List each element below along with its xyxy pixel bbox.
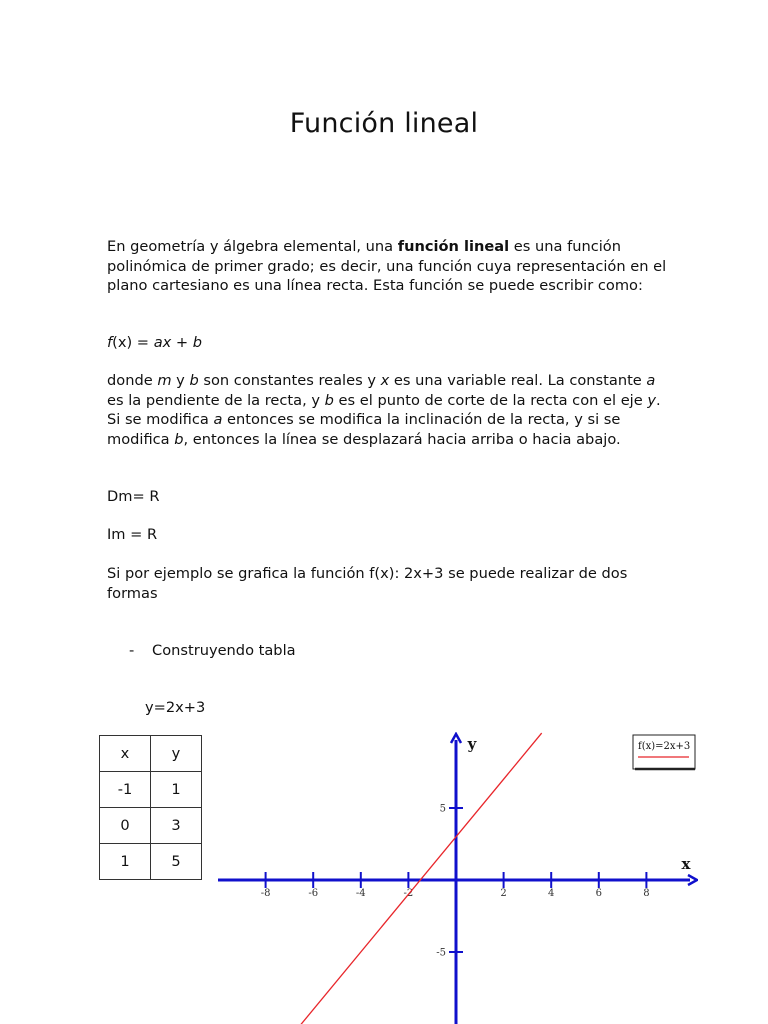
def-b3: b — [174, 430, 184, 448]
formula-a: a — [153, 334, 163, 351]
def-t1: donde — [107, 372, 158, 389]
def-t9: , entonces la línea se desplazará hacia arriba o hacia abajo. — [183, 430, 621, 448]
y-tick-label: -5 — [436, 947, 446, 959]
formula-b: b — [192, 334, 203, 351]
table-cell: 5 — [151, 844, 202, 880]
legend-label: f(x)=2x+3 — [638, 741, 691, 752]
page-title: Función lineal — [289, 108, 479, 139]
intro-paragraph — [107, 237, 667, 296]
linear-function-chart — [214, 732, 698, 1024]
def-t3: son constantes reales y — [198, 372, 381, 389]
x-axis-label: x — [681, 855, 691, 873]
formula — [107, 333, 667, 353]
def-x: x — [380, 372, 390, 389]
def-a1: a — [646, 372, 656, 389]
x-tick-label: -4 — [355, 888, 366, 899]
formula-plus: + — [171, 334, 193, 351]
definition-paragraph — [107, 371, 667, 449]
intro-text-end: es una función polinómica de primer grado; es decir, una función cuya representación en el plano cartesiano es una línea recta. Esta función se puede escribir como: — [107, 238, 667, 294]
x-tick-label: 8 — [643, 888, 650, 899]
def-t5: es la pendiente de la recta, y — [107, 391, 325, 409]
def-b1: b — [189, 372, 199, 389]
table-cell: 1 — [151, 772, 202, 808]
table-header-x: x — [100, 736, 151, 772]
x-tick-label: -6 — [308, 888, 319, 899]
example-paragraph: Si por ejemplo se grafica la función f(x): 2x+3 se puede realizar de dos formas — [107, 565, 628, 602]
image-line: Im = R — [107, 526, 158, 543]
x-tick-label: 4 — [548, 888, 555, 899]
formula-f: f — [107, 334, 113, 351]
def-b2: b — [324, 391, 334, 409]
def-y: y — [647, 391, 656, 409]
table-cell: 1 — [100, 844, 151, 880]
def-t7: . Si se modifica — [107, 391, 661, 428]
def-m: m — [157, 372, 172, 389]
table-header-y: y — [151, 736, 202, 772]
def-a2: a — [213, 411, 223, 428]
values-table — [99, 735, 202, 880]
formula-paren: (x) — [112, 334, 133, 351]
y-axis-label: y — [467, 735, 477, 753]
formula-x: x — [162, 334, 172, 351]
table-caption: y=2x+3 — [145, 699, 206, 716]
table-header-row — [100, 736, 202, 772]
bullet-item — [129, 641, 296, 661]
def-t4: es una variable real. La constante — [389, 372, 647, 389]
table-row — [100, 808, 202, 844]
def-t2: y — [171, 372, 190, 389]
intro-bold-term: función lineal — [397, 238, 510, 255]
table-cell: -1 — [100, 772, 151, 808]
domain-line: Dm= R — [107, 488, 160, 505]
x-tick-label: 6 — [595, 888, 602, 899]
bullet-text: Construyendo tabla — [152, 642, 296, 659]
intro-text-start: En geometría y álgebra elemental, una — [107, 238, 398, 255]
table-row — [100, 844, 202, 880]
def-t6: es el punto de corte de la recta con el eje — [333, 391, 648, 409]
x-tick-label: -2 — [403, 888, 414, 899]
x-tick-label: 2 — [500, 888, 507, 899]
table-cell: 0 — [100, 808, 151, 844]
bullet-dash: - — [129, 642, 135, 659]
def-t8: entonces se modifica la inclinación de la recta, y si se modifica — [107, 411, 621, 448]
table-cell: 3 — [151, 808, 202, 844]
table-row — [100, 772, 202, 808]
y-tick-label: 5 — [439, 803, 446, 815]
x-tick-label: -8 — [260, 888, 271, 899]
formula-equals: = — [132, 334, 154, 351]
